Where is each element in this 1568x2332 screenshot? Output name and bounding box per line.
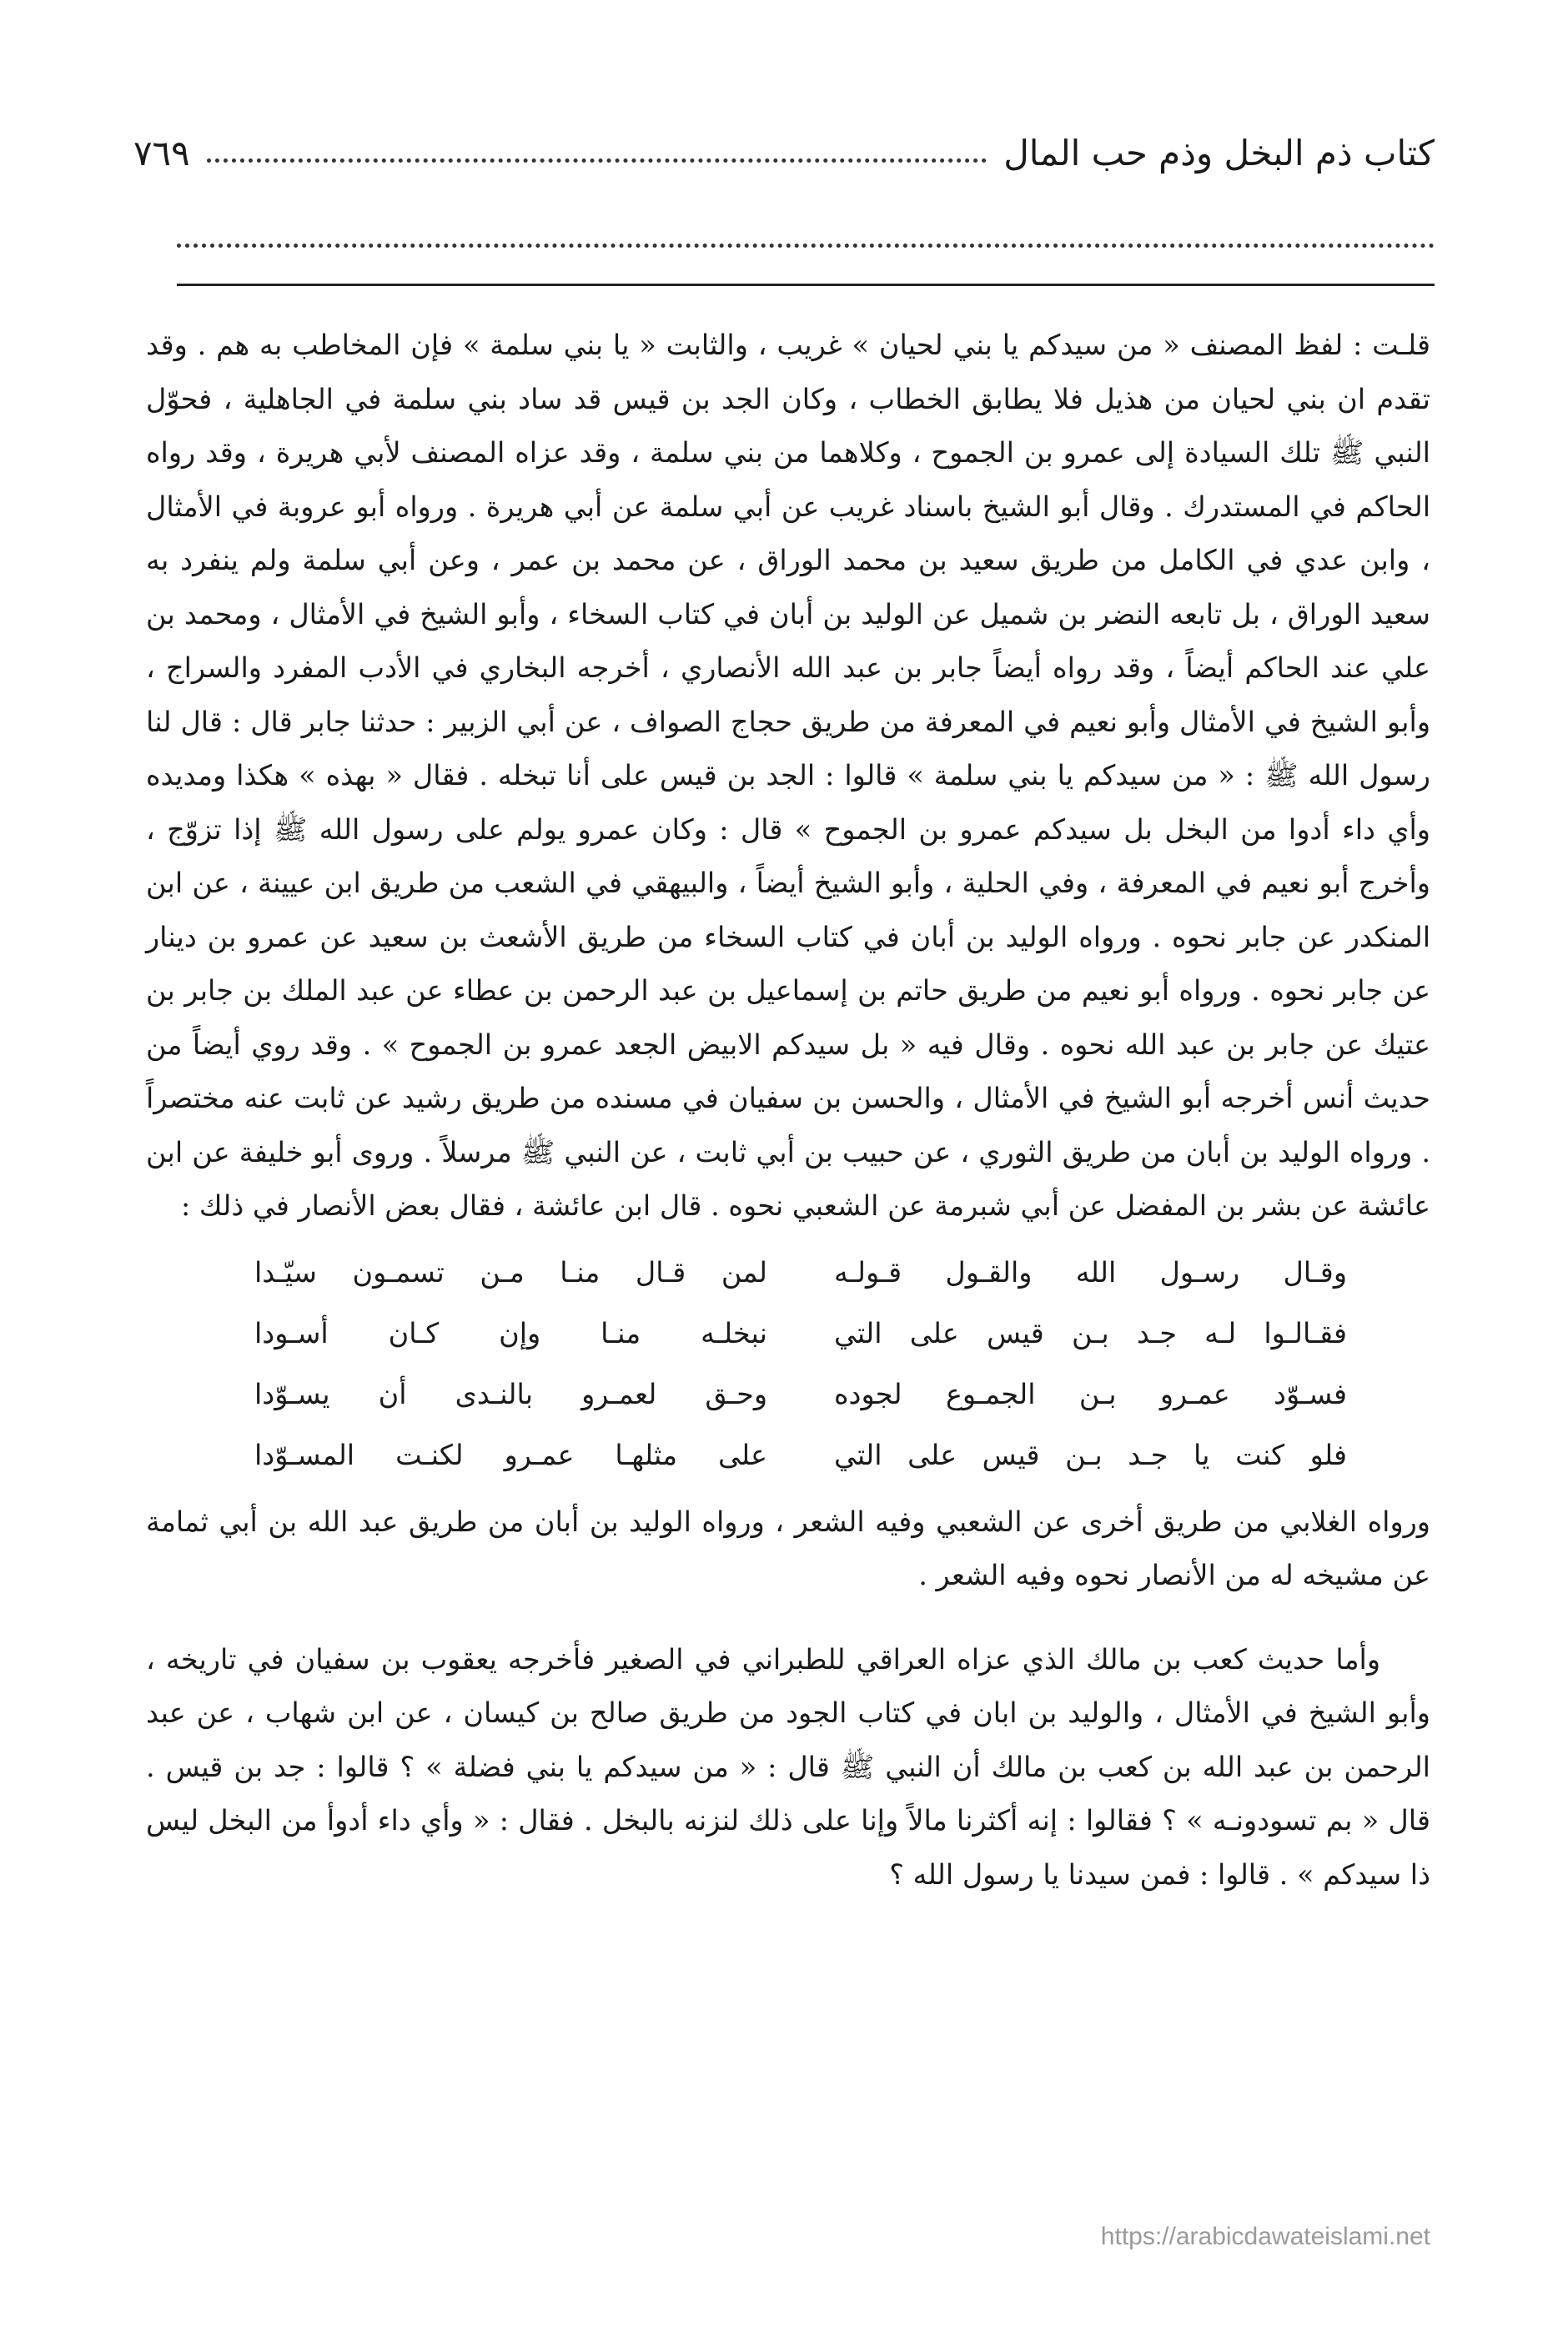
running-title: كتاب ذم البخل وذم حب المال [1003, 132, 1435, 173]
paragraph-2: ورواه الغلابي من طريق أخرى عن الشعبي وفيه الشعر ، ورواه الوليد بن أبان من طريق عبد الله بن أبي ثمامة عن مشيخه له من الأنصار نحوه وفيه الشعر . [146, 1505, 1430, 1591]
poem-verse-1a: وقـال رسـول الله والقـول قـولـه [834, 1255, 1347, 1289]
header-dotted-leader [207, 158, 988, 163]
poem-verse-2a: فقـالـوا لـه جـد بـن قيس على التي [834, 1316, 1347, 1349]
poem-verse-2b: نبخلـه منـا وإن كـان أسـودا [254, 1316, 767, 1349]
poem-verse-4a: فلو كنت يا جـد بـن قيس على التي [834, 1438, 1347, 1471]
poem-verse-4b: على مثلهـا عمـرو لكنـت المسـوّدا [254, 1438, 767, 1471]
running-header [133, 123, 1435, 182]
poem-verse-3a: فسـوّد عمـرو بـن الجمـوع لجوده [834, 1377, 1347, 1410]
paragraph-gap [146, 1603, 1430, 1633]
solid-separator [177, 284, 1435, 286]
paragraph-1: قلـت : لفظ المصنف « من سيدكم يا بني لحيان » غريب ، والثابت « يا بني سلمة » فإن المخاطب به هم . وقد تقدم ان بني لحيان من هذيل فلا يطابق الخطاب ، وكان الجد بن قيس قد ساد بني سلمة في الجاهلية ، فحوّل النبي ﷺ تلك السيادة إلى عمرو بن الجموح ، وكلاهما من بني سلمة ، وقد عزاه المصنف لأبي هريرة ، وقد رواه الحاكم في المستدرك . وقال أبو الشيخ باسناد غريب عن أبي سلمة عن أبي هريرة . ورواه أبو عروبة في الأمثال ، وابن عدي في الكامل من طريق سعيد بن محمد الوراق ، عن محمد بن عمر ، وعن أبي سلمة ولم ينفرد به سعيد الوراق ، بل تابعه النضر بن شميل عن الوليد بن أبان في كتاب السخاء ، وأبو الشيخ في الأمثال ، ومحمد بن علي عند الحاكم أيضاً ، وقد رواه أيضاً جابر بن عبد الله الأنصاري ، أخرجه البخاري في الأدب المفرد والسراج ، وأبو الشيخ في الأمثال وأبو نعيم في المعرفة من طريق حجاج الصواف ، عن أبي الزبير : حدثنا جابر قال : قال لنا رسول الله ﷺ : « من سيدكم يا بني سلمة » قالوا : الجد بن قيس على أنا تبخله . فقال « بهذه » هكذا ومديده وأي داء أدوا من البخل بل سيدكم عمرو بن الجموح » قال : وكان عمرو يولم على رسول الله ﷺ إذا تزوّج ، وأخرج أبو نعيم في المعرفة ، وفي الحلية ، وأبو الشيخ أيضاً ، والبيهقي في الشعب من طريق ابن عيينة ، عن ابن المنكدر عن جابر نحوه . ورواه الوليد بن أبان في كتاب السخاء من طريق الأشعث بن سعيد عن عمرو بن دينار عن جابر نحوه . ورواه أبو نعيم من طريق حاتم بن إسماعيل بن عبد الرحمن بن عطاء عن عبد الملك بن جابر بن عتيك عن جابر بن عبد الله نحوه . وقال فيه « بل سيدكم الابيض الجعد عمرو بن الجموح » . وقد روي أيضاً من حديث أنس أخرجه أبو الشيخ في الأمثال ، والحسن بن سفيان في مسنده من طريق رشيد عن ثابت عنه مختصراً . ورواه الوليد بن أبان من طريق الثوري ، عن حبيب بن أبي ثابت ، عن النبي ﷺ مرسلاً . وروى أبو خليفة عن ابن عائشة عن بشر بن المفضل عن أبي شبرمة عن الشعبي نحوه . قال ابن عائشة ، فقال بعض الأنصار في ذلك : [146, 329, 1430, 1222]
dotted-separator [177, 244, 1435, 248]
poem-verse-1b: لمن قـال منـا مـن تسمـون سيّـدا [254, 1255, 767, 1289]
poem [254, 1242, 1347, 1485]
page-body [146, 319, 1430, 1902]
poem-verse-3b: وحـق لعمـرو بالنـدى أن يسـوّدا [254, 1377, 767, 1410]
paragraph-3: وأما حديث كعب بن مالك الذي عزاه العراقي للطبراني في الصغير فأخرجه يعقوب بن سفيان في تاريخه ، وأبو الشيخ في الأمثال ، والوليد بن ابان في كتاب الجود من طريق صالح بن كيسان ، عن ابن شهاب ، عن عبد الرحمن بن عبد الله بن كعب بن مالك أن النبي ﷺ قال : « من سيدكم يا بني فضلة » ؟ قالوا : جد بن قيس . قال « بم تسودونـه » ؟ فقالوا : إنه أكثرنا مالاً وإنا على ذلك لنزنه بالبخل . فقال : « وأي داء أدوأ من البخل ليس ذا سيدكم » . قالوا : فمن سيدنا يا رسول الله ؟ [146, 1642, 1430, 1891]
page-number: ٧٦٩ [133, 132, 190, 173]
watermark-url: https://arabicdawateislami.net [1100, 2223, 1430, 2250]
